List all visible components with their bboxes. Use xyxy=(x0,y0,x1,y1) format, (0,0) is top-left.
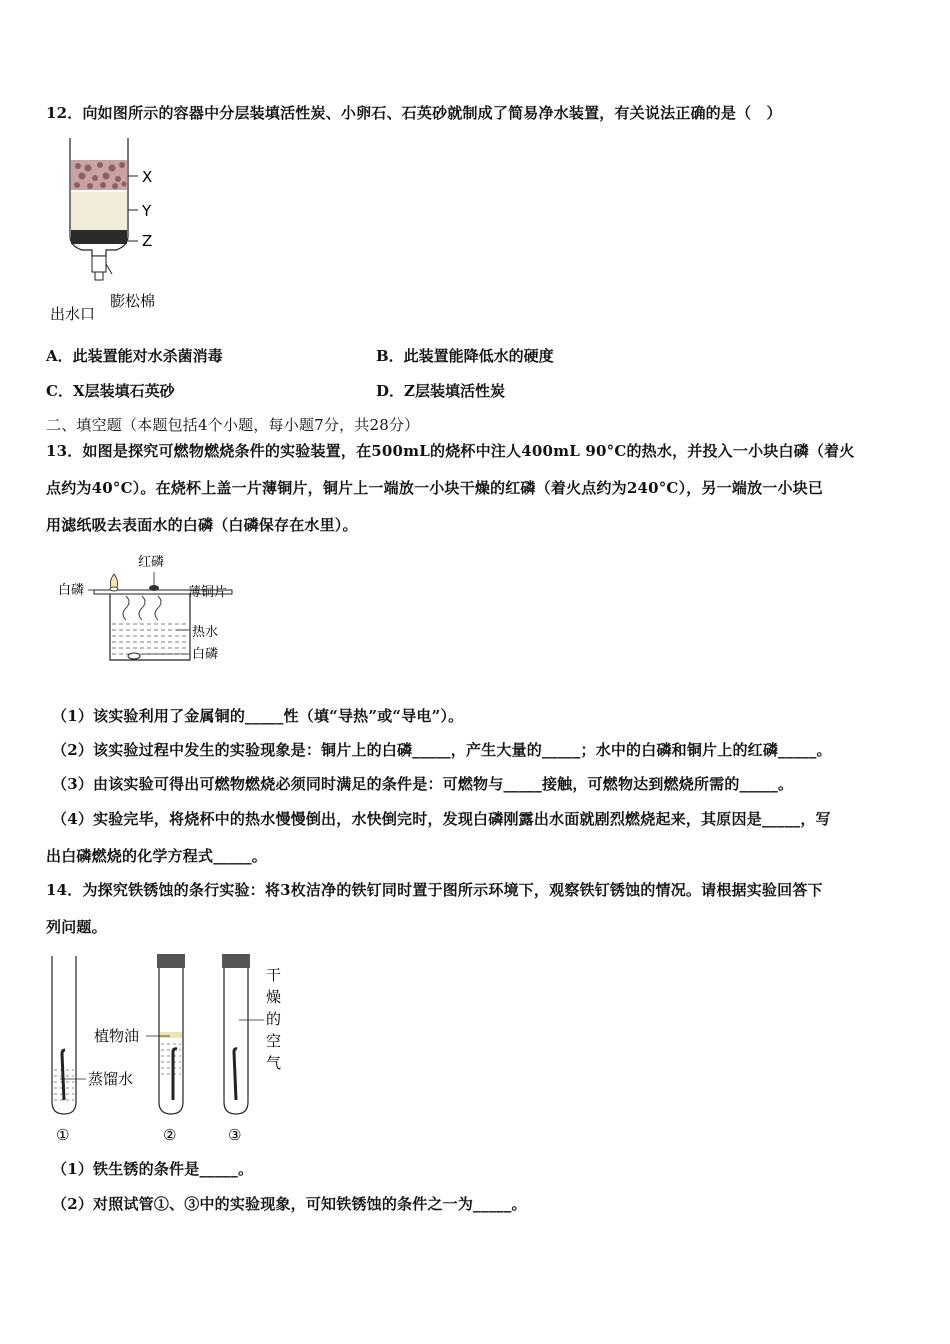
label-z: Z xyxy=(142,232,153,250)
q13-stem-line-1: 13．如图是探究可燃物燃烧条件的实验装置，在500mL的烧杯中注人400mL 90°C的热水，并投入一小块白磷（着火 xyxy=(46,442,855,460)
q12-option-a: A．此装置能对水杀菌消毒 xyxy=(46,347,223,365)
oil-layer xyxy=(160,1032,182,1038)
q13-stem-line-3: 用滤纸吸去表面水的白磷（白磷保存在水里）。 xyxy=(46,516,358,534)
label-white-phosphorus-top: 白磷 xyxy=(58,583,85,598)
rusting-figure xyxy=(46,950,296,1145)
q12-option-c: C．X层装填石英砂 xyxy=(46,382,175,400)
z-layer xyxy=(71,230,127,244)
label-distilled-water: 蒸馏水 xyxy=(88,1070,134,1088)
q14-stem-line-2: 列问题。 xyxy=(46,918,107,936)
water-filter-figure xyxy=(48,138,178,328)
q13-sub-4-cont: 出白磷燃烧的化学方程式_____。 xyxy=(46,847,267,865)
label-dry-air-2: 燥 xyxy=(266,988,282,1006)
q14-stem-line-1: 14．为探究铁锈蚀的条行实验：将3枚洁净的铁钉同时置于图所示环境下，观察铁钉锈蚀的情况。请根据实验回答下 xyxy=(46,881,823,899)
q13-sub-2: （2）该实验过程中发生的实验现象是：铜片上的白磷_____，产生大量的_____；水中的白磷和铜片上的红磷_____。 xyxy=(52,741,832,759)
label-y: Y xyxy=(142,202,152,220)
label-tube-3: ③ xyxy=(228,1126,242,1144)
label-tube-2: ② xyxy=(163,1126,177,1144)
label-outlet: 出水口 xyxy=(50,305,96,323)
q12-option-b: B．此装置能降低水的硬度 xyxy=(376,347,554,365)
label-copper: 薄铜片 xyxy=(188,585,228,600)
label-tube-1: ① xyxy=(56,1126,70,1144)
label-white-phosphorus-bottom: 白磷 xyxy=(192,647,219,662)
label-hot-water: 热水 xyxy=(192,625,219,640)
label-cotton: 膨松棉 xyxy=(110,292,156,310)
q12-option-d: D．Z层装填活性炭 xyxy=(376,382,505,400)
section-title: 二、填空题（本题包括4个小题，每小题7分，共28分） xyxy=(46,416,420,434)
q12-stem: 12．向如图所示的容器中分层装填活性炭、小卵石、石英砂就制成了简易净水装置，有关说法正确的是（ ） xyxy=(46,104,782,122)
label-red-phosphorus: 红磷 xyxy=(138,555,165,570)
y-layer xyxy=(71,192,127,230)
label-dry-air-1: 干 xyxy=(266,966,282,984)
q14-sub-1: （1）铁生锈的条件是_____。 xyxy=(52,1160,254,1178)
q13-sub-4: （4）实验完毕，将烧杯中的热水慢慢倒出，水快倒完时，发现白磷刚露出水面就剧烈燃烧起来，其原因是_____，写 xyxy=(52,810,831,828)
label-dry-air-4: 空 xyxy=(266,1032,282,1050)
label-dry-air-5: 气 xyxy=(266,1054,282,1072)
q13-sub-1: （1）该实验利用了金属铜的_____性（填“导热”或“导电”）。 xyxy=(52,707,464,725)
q13-sub-3: （3）由该实验可得出可燃物燃烧必须同时满足的条件是：可燃物与_____接触，可燃物达到燃烧所需的_____。 xyxy=(52,775,794,793)
label-dry-air-3: 的 xyxy=(266,1010,282,1028)
combustion-figure xyxy=(58,550,248,665)
label-vegetable-oil: 植物油 xyxy=(94,1027,140,1045)
q13-stem-line-2: 点约为40°C）。在烧杯上盖一片薄铜片，铜片上一端放一小块干燥的红磷（着火点约为240°C），另一端放一小块已 xyxy=(46,479,824,497)
label-x: X xyxy=(142,168,153,186)
q14-sub-2: （2）对照试管①、③中的实验现象，可知铁锈蚀的条件之一为_____。 xyxy=(52,1195,527,1213)
